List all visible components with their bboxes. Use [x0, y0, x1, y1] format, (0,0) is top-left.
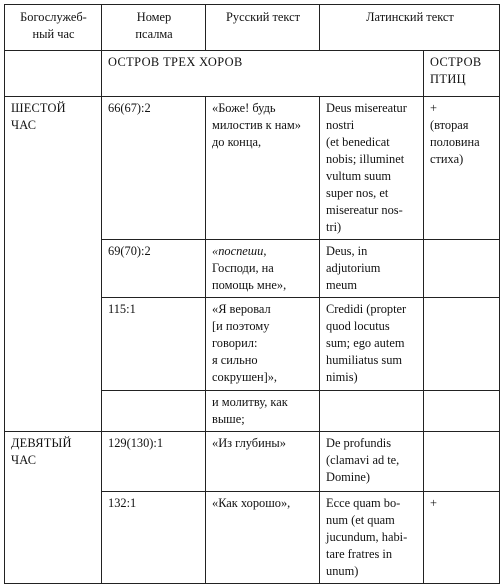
header-psalm-number: Номер псалма	[102, 5, 206, 51]
russian-text: и молитву, как выше;	[206, 391, 320, 432]
psalm-number: 115:1	[102, 298, 206, 391]
section-empty-cell	[5, 51, 102, 97]
header-latin-text: Латинский текст	[320, 5, 500, 51]
russian-text-italic: «поспеши	[212, 244, 264, 258]
latin-text: De profundis (clamavi ad te, Domine)	[320, 432, 424, 492]
psalm-number: 66(67):2	[102, 97, 206, 240]
header-russian-text: Русский текст	[206, 5, 320, 51]
table-row	[5, 97, 500, 240]
latin-text: Deus, in adjutorium meum	[320, 240, 424, 298]
header-row	[5, 5, 500, 51]
psalm-number: 132:1	[102, 492, 206, 584]
psalm-number: 69(70):2	[102, 240, 206, 298]
table-row	[5, 432, 500, 492]
birds-mark	[424, 432, 500, 492]
latin-text: Ecce quam bo- num (et quam jucundum, habi- tare fratres in unum)	[320, 492, 424, 584]
psalm-table	[4, 4, 500, 584]
section-three-choirs: ОСТРОВ ТРЕХ ХОРОВ	[102, 51, 424, 97]
section-row	[5, 51, 500, 97]
birds-mark	[424, 298, 500, 391]
psalm-number: 129(130):1	[102, 432, 206, 492]
birds-mark: + (вторая половина стиха)	[424, 97, 500, 240]
birds-mark	[424, 240, 500, 298]
section-birds: ОСТРОВ ПТИЦ	[424, 51, 500, 97]
russian-text: «Я веровал [и поэтому говорил: я сильно сокрушен]»,	[206, 298, 320, 391]
russian-text	[206, 240, 320, 298]
hour-sixth: ШЕСТОЙ ЧАС	[5, 97, 102, 432]
russian-text-rest: , Господи, на помощь мне»,	[212, 244, 287, 292]
latin-text	[320, 391, 424, 432]
psalm-number	[102, 391, 206, 432]
hour-ninth: ДЕВЯТЫЙ ЧАС	[5, 432, 102, 584]
russian-text: «Из глубины»	[206, 432, 320, 492]
russian-text: «Как хорошо»,	[206, 492, 320, 584]
russian-text: «Боже! будь милостив к нам» до конца,	[206, 97, 320, 240]
latin-text: Credidi (propter quod locutus sum; ego autem humiliatus sum nimis)	[320, 298, 424, 391]
birds-mark: +	[424, 492, 500, 584]
birds-mark	[424, 391, 500, 432]
latin-text: Deus misereatur nostri (et benedicat nobis; illuminet vultum suum super nos, et misereatur nos- tri)	[320, 97, 424, 240]
header-hour: Богослужеб- ный час	[5, 5, 102, 51]
